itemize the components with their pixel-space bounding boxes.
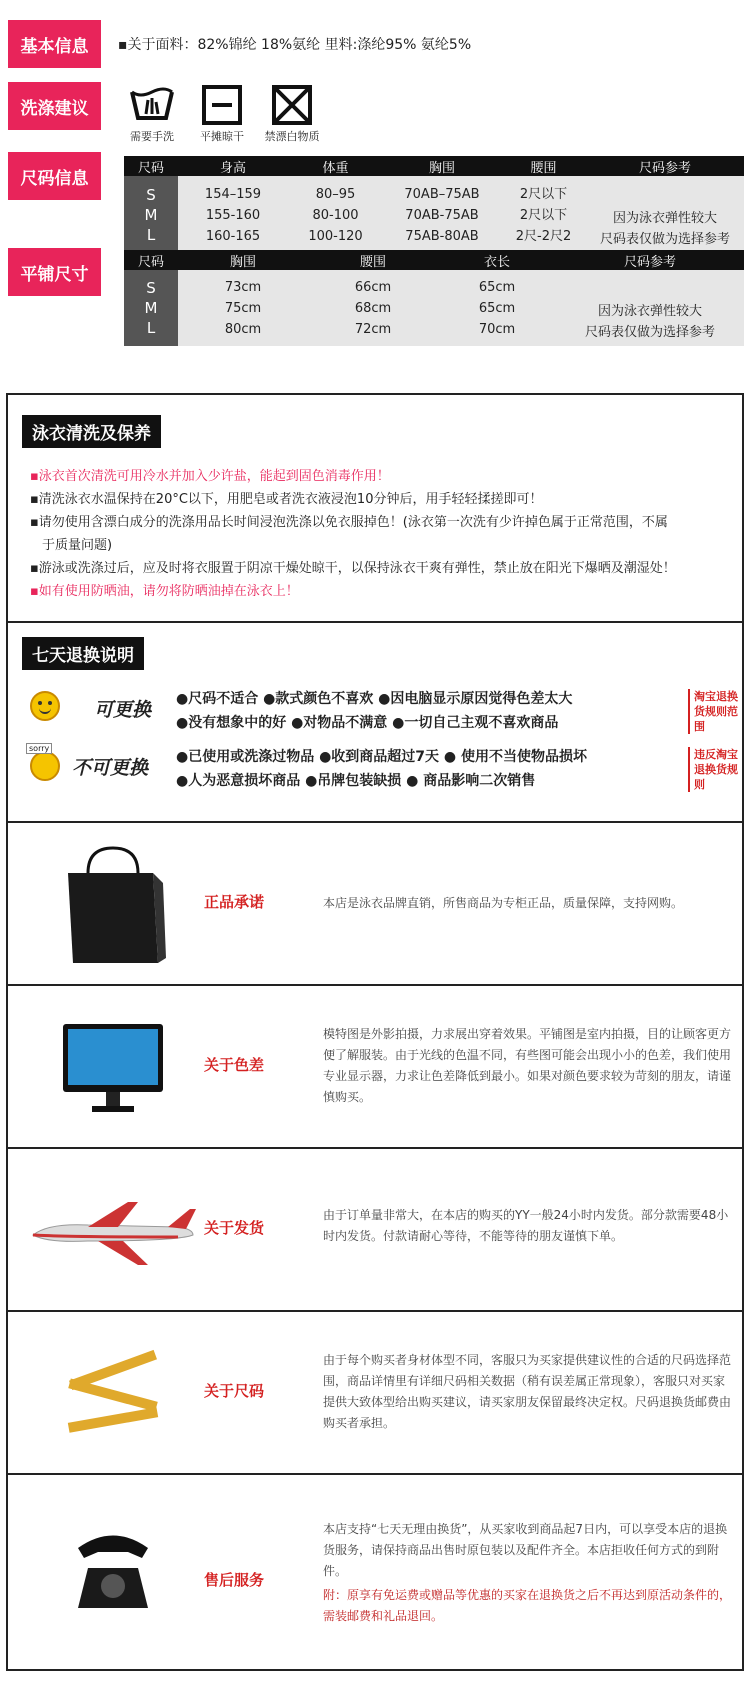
cell: 70AB-75AB <box>405 207 479 223</box>
service-text: 由于每个购买者身材体型不同，客服只为买家提供建议性的合适的尺码选择范围，商品详情里有详细尺码相关数据（稍有误差属正常现象），客服只对买家提供大致体型给出购买建议，请买家朋友保留最终决定权。尺码退换货邮费由购买者承担。 <box>323 1353 732 1430</box>
flat-size-label: 平铺尺寸 <box>8 248 101 296</box>
flat-dry-text: 平摊晾干 <box>200 130 244 143</box>
waist-column <box>501 176 586 254</box>
service-title: 关于尺码 <box>204 1382 265 1400</box>
length-column <box>438 270 556 346</box>
note-line: 因为泳衣弹性较大 <box>612 211 717 226</box>
size-l: L <box>146 226 156 244</box>
flat-table-header <box>124 250 744 270</box>
sorry-sign: sorry <box>26 743 52 754</box>
shopping-bag-icon <box>28 843 198 968</box>
service-text: 本店支持“七天无理由换货”，从买家收到商品起7日内，可以享受本店的退换货服务，请保持商品出售时原包装以及配件齐全。本店拒收任何方式的到附件。 <box>323 1522 728 1578</box>
no-bleach-text: 禁漂白物质 <box>264 130 320 143</box>
size-table-header <box>124 156 744 176</box>
header-size: 尺码 <box>137 254 164 270</box>
no-bleach-icon <box>268 84 316 126</box>
can-rule-tag: 淘宝退换货规则范围 <box>688 689 740 734</box>
reason-line: ●人为恶意损坏商品 ●吊牌包装缺损 ● 商品影响二次销售 <box>176 773 536 789</box>
waist-column <box>308 270 438 346</box>
service-text: 本店是泳衣品牌直销，所售商品为专柜正品，质量保障，支持网购。 <box>323 896 684 910</box>
cell: 80–95 <box>315 186 356 202</box>
cell: 73cm <box>224 279 262 295</box>
cell: 70cm <box>478 321 516 337</box>
exchange-title: 七天退换说明 <box>22 637 144 670</box>
size-table-body <box>124 176 744 254</box>
service-title: 售后服务 <box>204 1571 265 1589</box>
cell: 65cm <box>478 279 516 295</box>
service-title: 正品承诺 <box>204 893 265 911</box>
monitor-icon <box>28 1006 198 1131</box>
size-column <box>124 270 178 346</box>
header-waist: 腰围 <box>530 160 557 176</box>
can-exchange-label: 可更换 <box>94 699 152 721</box>
weight-column <box>288 176 383 254</box>
no-bleach-item <box>264 84 320 144</box>
cell: 2尺以下 <box>519 186 568 202</box>
note-line: 尺码表仅做为选择参考 <box>599 232 730 247</box>
hand-wash-item <box>124 84 180 144</box>
header-height: 身高 <box>219 160 246 176</box>
genuine-section <box>6 823 744 986</box>
cell: 70AB–75AB <box>404 186 480 202</box>
sorry-icon <box>29 744 60 781</box>
service-text: 模特图是外影拍摄，力求展出穿着效果。平铺图是室内拍摄，目的让顾客更方便了解服装。由于光线的色温不同，有些图可能会出现小小的色差，我们使用专业显示器，力求让色差降低到最小。如果对颜色要求较为苛刻的朋友，请谨慎购买。 <box>323 1027 732 1104</box>
header-reference: 尺码参考 <box>623 254 676 270</box>
service-note: 附：原享有免运费或赠品等优惠的买家在退换货之后不再达到原活动条件的，需装邮费和礼品退回。 <box>323 1588 732 1623</box>
cannot-exchange-label: 不可更换 <box>72 757 149 779</box>
size-s: S <box>146 279 156 297</box>
wash-label: 洗涤建议 <box>8 82 101 130</box>
header-length: 衣长 <box>483 254 510 270</box>
fabric-info: ▪关于面料：82%锦纶 18%氨纶 里料:涤纶95% 氨纶5% <box>118 37 472 53</box>
size-column <box>124 176 178 254</box>
cell: 80-100 <box>312 207 359 223</box>
care-list <box>30 465 730 603</box>
cell: 154–159 <box>204 186 262 202</box>
height-column <box>178 176 288 254</box>
cell: 2尺-2尺2 <box>515 228 572 244</box>
flat-dry-item <box>194 84 250 144</box>
cell: 72cm <box>354 321 392 337</box>
size-s: S <box>146 186 156 204</box>
note-line: 因为泳衣弹性较大 <box>597 304 702 319</box>
cell: 155-160 <box>205 207 261 223</box>
reason-line: ●尺码不适合 ●款式颜色不喜欢 ●因电脑显示原因觉得色差太大 <box>176 691 573 707</box>
service-title: 关于发货 <box>204 1219 265 1237</box>
size-info-label: 尺码信息 <box>8 152 101 200</box>
airplane-icon <box>28 1169 198 1294</box>
basic-info-label: 基本信息 <box>8 20 101 68</box>
flat-dry-icon <box>198 84 246 126</box>
header-weight: 体重 <box>322 160 349 176</box>
care-item: ▪清洗泳衣水温保持在20°C以下，用肥皂或者洗衣液浸泡10分钟后，用手轻轻揉搓即可！ <box>30 492 543 507</box>
cell: 75cm <box>224 300 262 316</box>
exchange-section <box>6 623 744 823</box>
flat-table-body <box>124 270 744 346</box>
care-title: 泳衣清洗及保养 <box>22 415 161 448</box>
service-text: 由于订单量非常大，在本店的购买的YY一般24小时内发货。部分款需要48小时内发货。付款请耐心等待，不能等待的朋友谨慎下单。 <box>323 1208 729 1243</box>
header-waist: 腰围 <box>359 254 386 270</box>
cell: 80cm <box>224 321 262 337</box>
header-size: 尺码 <box>137 160 164 176</box>
care-section <box>6 393 744 623</box>
header-chest: 胸围 <box>229 254 256 270</box>
care-item: ▪如有使用防晒油，请勿将防晒油掉在泳衣上！ <box>30 584 299 599</box>
size-l: L <box>146 319 156 337</box>
ruler-icon <box>28 1332 198 1457</box>
care-icons <box>124 84 320 144</box>
can-reasons <box>176 687 572 735</box>
size-table <box>124 156 744 254</box>
size-note-section <box>6 1312 744 1475</box>
size-m: M <box>144 206 158 224</box>
cell: 66cm <box>354 279 392 295</box>
cell: 75AB-80AB <box>405 228 479 244</box>
reference-note <box>556 270 744 346</box>
reason-line: ●已使用或洗涤过物品 ●收到商品超过7天 ● 使用不当使物品损坏 <box>176 749 588 765</box>
cell: 68cm <box>354 300 392 316</box>
hand-wash-text: 需要手洗 <box>130 130 174 143</box>
service-title: 关于色差 <box>204 1056 265 1074</box>
flat-size-table <box>124 250 744 346</box>
reason-line: ●没有想象中的好 ●对物品不满意 ●一切自己主观不喜欢商品 <box>176 715 559 731</box>
cell: 65cm <box>478 300 516 316</box>
color-section <box>6 986 744 1149</box>
chest-column <box>178 270 308 346</box>
care-item: 于质量问题) <box>42 538 113 553</box>
after-sales-section <box>6 1475 744 1671</box>
note-line: 尺码表仅做为选择参考 <box>584 325 715 340</box>
cell: 2尺以下 <box>519 207 568 223</box>
telephone-icon <box>28 1505 198 1630</box>
cell: 100-120 <box>308 228 363 244</box>
care-item: ▪游泳或洗涤过后，应及时将衣服置于阴凉干燥处晾干，以保持泳衣干爽有弹性，禁止放在阳光下爆晒及潮湿处！ <box>30 561 676 576</box>
cell: 160-165 <box>205 228 261 244</box>
header-chest: 胸围 <box>428 160 455 176</box>
smile-icon <box>30 691 60 721</box>
hand-wash-icon <box>128 84 176 126</box>
chest-column <box>383 176 501 254</box>
shipping-section <box>6 1149 744 1312</box>
cannot-reasons <box>176 745 587 793</box>
cannot-rule-tag: 违反淘宝退换货规则 <box>688 747 740 792</box>
header-reference: 尺码参考 <box>638 160 691 176</box>
reference-note <box>586 176 744 254</box>
care-item: ▪请勿使用含漂白成分的洗涤用品长时间浸泡洗涤以免衣服掉色！(泳衣第一次洗有少许掉色属于正常范围，不属 <box>30 515 668 530</box>
size-m: M <box>144 299 158 317</box>
care-item: ▪泳衣首次清洗可用冷水并加入少许盐，能起到固色消毒作用！ <box>30 469 390 484</box>
